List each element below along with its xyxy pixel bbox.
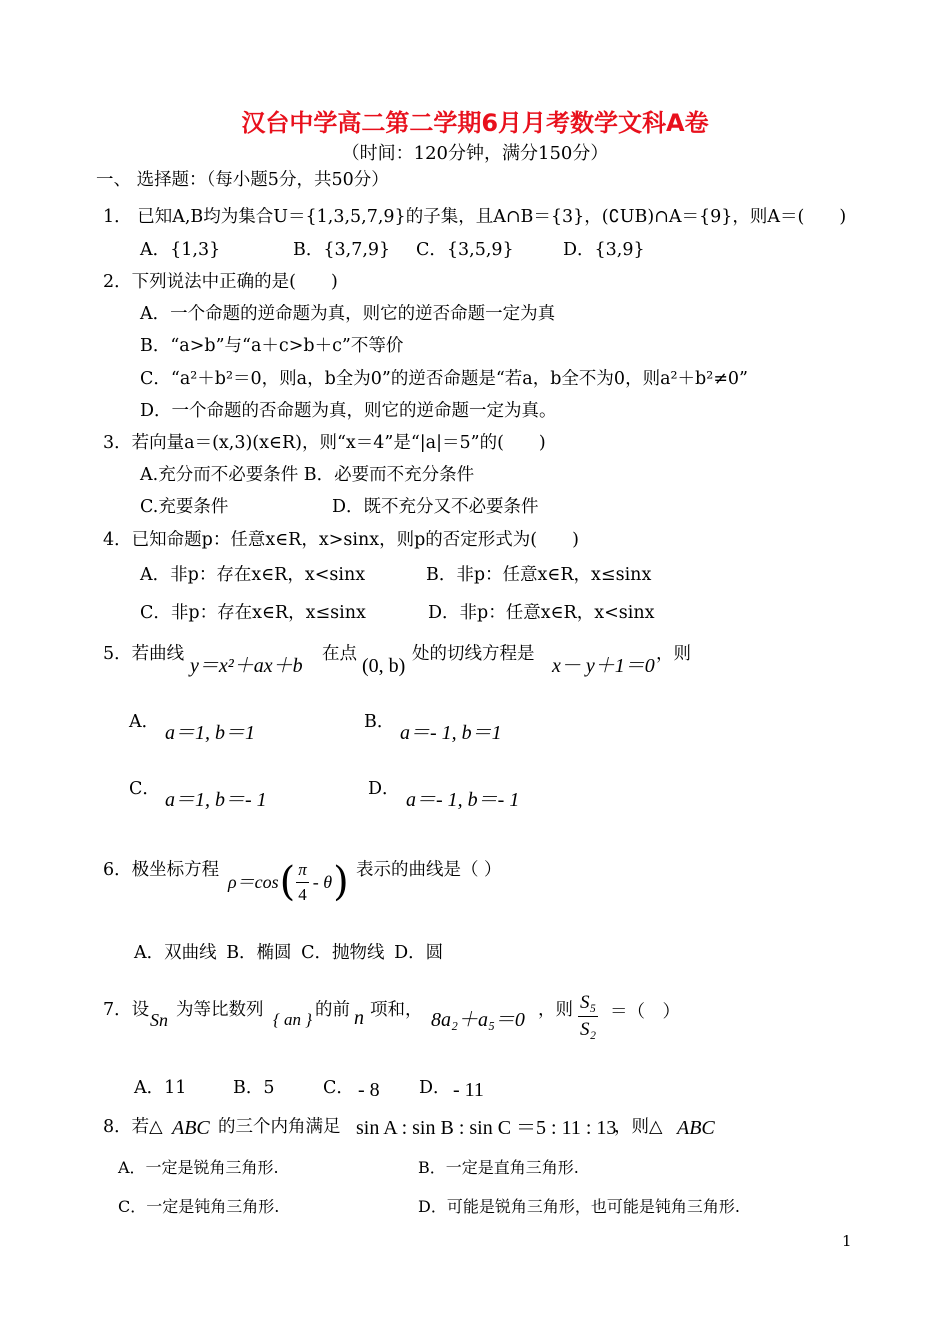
q8-prefix: 8．若△	[103, 1117, 163, 1137]
q7-mid4: ，则	[538, 1000, 573, 1020]
q5-option-c-label: C．	[129, 779, 160, 799]
q7-condition: 8a₂＋a₅＝0	[431, 1009, 525, 1031]
q1-option-a: A．{1,3}	[140, 240, 221, 260]
q5-mid2: 处的切线方程是	[412, 644, 535, 664]
q4-option-c: C．非p：存在x∈R，x≤sinx	[140, 603, 366, 623]
q2-option-b: B．“a>b”与“a＋c>b＋c”不等价	[140, 336, 404, 356]
q5-prefix: 5．若曲线	[103, 644, 185, 664]
exam-duration: （时间：120分钟，满分150分）	[341, 143, 609, 164]
q7-frac-num: S₅	[578, 990, 598, 1017]
q7-sequence: { an }	[273, 1010, 313, 1029]
q5-mid1: 在点	[322, 644, 357, 664]
q6-right-paren: )	[333, 859, 349, 905]
section-heading: 一、 选择题：（每小题5分，共50分）	[96, 170, 389, 190]
q5-line-formula: x－ y＋1＝0	[552, 655, 655, 677]
q7-frac-den: S₂	[580, 1019, 597, 1040]
q7-mid2: 的前	[315, 1000, 350, 1020]
q4-stem: 4．已知命题p：任意x∈R，x>sinx，则p的否定形式为( )	[103, 530, 579, 550]
q6-options: A．双曲线 B．椭圆 C．抛物线 D．圆	[134, 943, 444, 963]
q5-point-formula: (0, b)	[362, 655, 406, 677]
q8-abc-2: ABC	[677, 1117, 715, 1139]
q7-mid3: 项和，	[370, 1000, 423, 1020]
q5-option-b: a＝- 1, b＝1	[400, 722, 502, 744]
q5-end: ，则	[656, 644, 691, 664]
q6-eq-left: ρ＝cos	[228, 872, 279, 892]
q8-abc: ABC	[172, 1117, 210, 1139]
q6-frac-den: 4	[298, 884, 307, 904]
q7-option-c: - 8	[358, 1079, 380, 1101]
q5-option-a-label: A．	[129, 712, 160, 732]
q2-option-a: A．一个命题的逆命题为真，则它的逆否命题一定为真	[140, 304, 556, 324]
q7-mid1: 为等比数列	[176, 1000, 264, 1020]
q7-option-a: A．11	[134, 1078, 187, 1098]
q8-option-d: D．可能是锐角三角形，也可能是钝角三角形.	[418, 1197, 740, 1216]
q5-option-a: a＝1, b＝1	[165, 722, 255, 744]
q6-left-paren: (	[279, 859, 296, 905]
q7-sn: Sn	[150, 1010, 168, 1030]
q5-option-c: a＝1, b＝- 1	[165, 789, 267, 811]
q6-prefix: 6．极坐标方程	[103, 860, 220, 880]
q4-option-d: D．非p：任意x∈R，x<sinx	[428, 603, 655, 623]
q8-option-b: B．一定是直角三角形.	[418, 1158, 579, 1177]
q1-stem: 1． 已知A,B均为集合U＝{1,3,5,7,9}的子集，且A∩B＝{3}，(∁UB)∩A＝{9}，则A＝( )	[103, 207, 847, 227]
q2-option-c: C．“a²＋b²＝0，则a，b全为0”的逆否命题是“若a，b全不为0，则a²＋b²≠0”	[140, 369, 748, 389]
q8-tail: ，则△	[614, 1117, 663, 1137]
q5-curve-formula: y＝x²＋ax＋b	[190, 655, 303, 677]
q7-option-c-label: C．	[323, 1078, 354, 1098]
q7-ratio	[578, 990, 598, 1043]
q8-option-a: A．一定是锐角三角形.	[118, 1158, 279, 1177]
q1-option-c: C．{3,5,9}	[416, 240, 514, 260]
q7-option-d: - 11	[453, 1079, 484, 1101]
q7-fraction	[578, 990, 598, 1043]
q3-option-d: D．既不充分又不必要条件	[332, 497, 539, 517]
q6-eq-right: - θ	[312, 872, 333, 892]
q6-equation	[228, 855, 349, 909]
q6-fraction	[296, 858, 309, 907]
q8-option-c: C．一定是钝角三角形.	[118, 1197, 280, 1216]
q4-option-a: A．非p：存在x∈R，x<sinx	[140, 565, 366, 585]
q3-option-c: C.充要条件	[140, 497, 229, 517]
q5-option-d-label: D．	[368, 779, 400, 799]
q6-suffix: 表示的曲线是（ ）	[356, 860, 502, 880]
q1-option-b: B．{3,7,9}	[293, 240, 391, 260]
q1-option-d: D．{3,9}	[563, 240, 645, 260]
page-title: 汉台中学高二第二学期6月月考数学文科A卷	[241, 109, 709, 137]
q2-option-d: D．一个命题的否命题为真，则它的逆命题一定为真。	[140, 401, 557, 421]
q3-option-ab: A.充分而不必要条件 B．必要而不充分条件	[140, 465, 475, 485]
q8-condition: sin A : sin B : sin C ＝5 : 11 : 13	[356, 1117, 617, 1139]
q7-tail: ＝（ ）	[610, 1002, 680, 1022]
q7-n: n	[354, 1007, 364, 1029]
q5-option-b-label: B．	[364, 712, 395, 732]
q7-option-d-label: D．	[419, 1078, 451, 1098]
q3-stem: 3．若向量a＝(x,3)(x∈R)，则“x＝4”是“|a|＝5”的( )	[103, 433, 546, 453]
q4-option-b: B．非p：任意x∈R，x≤sinx	[426, 565, 652, 585]
q7-option-b: B．5	[233, 1078, 275, 1098]
q7-prefix: 7．设	[103, 1000, 150, 1020]
q6-frac-num: π	[296, 858, 309, 883]
q5-option-d: a＝- 1, b＝- 1	[406, 789, 520, 811]
q8-mid: 的三个内角满足	[218, 1117, 341, 1137]
q2-stem: 2．下列说法中正确的是( )	[103, 272, 338, 292]
page-number: 1	[842, 1232, 852, 1250]
